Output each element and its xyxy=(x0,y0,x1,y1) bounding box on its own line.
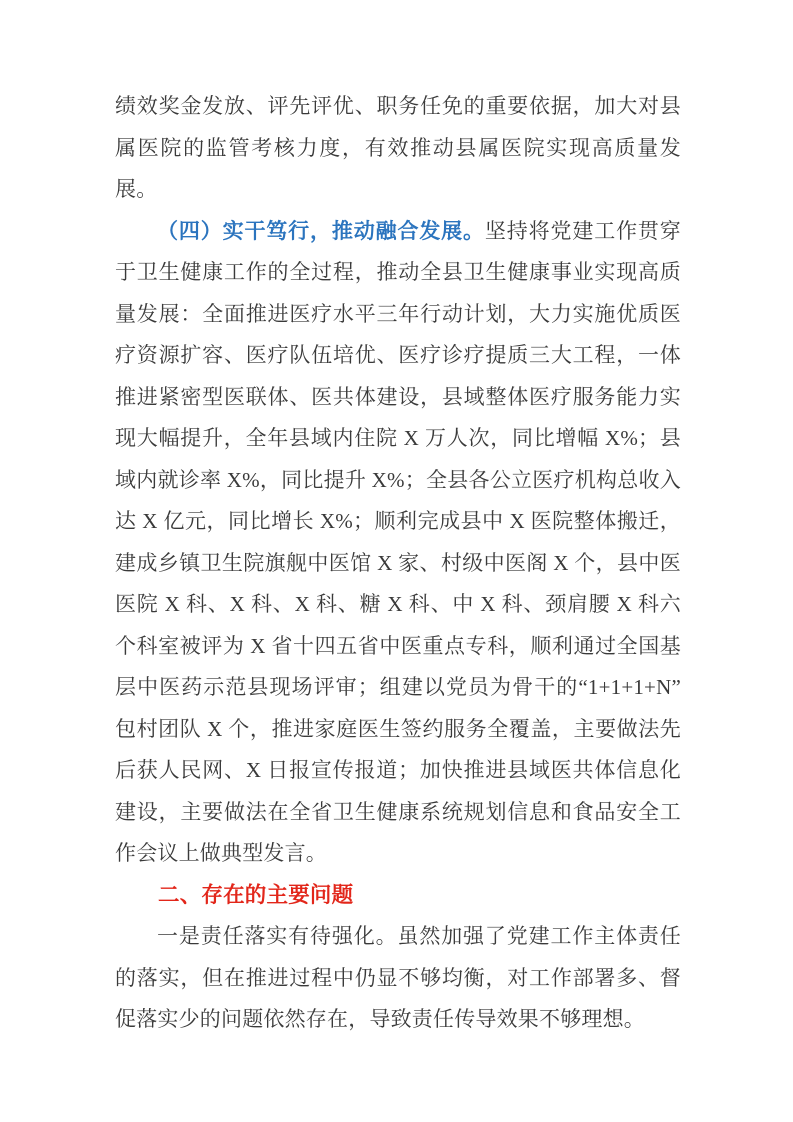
paragraph-section-four xyxy=(115,211,681,875)
blue-subheading: （四）实干笃行，推动融合发展。 xyxy=(157,218,485,243)
paragraph-continuation xyxy=(115,86,681,211)
body-text: 坚持将党建工作贯穿于卫生健康工作的全过程，推动全县卫生健康事业实现高质量发展：全面推进医疗水平三年行动计划，大力实施优质医疗资源扩容、医疗队伍培优、医疗诊疗提质三大工程，一体推进紧密型医联体、医共体建设，县域整体医疗服务能力实现大幅提升，全年县域内住院 X 万人次，同比增幅 X%；县域内就诊率 X%，同比提升 X%；全县各公立医疗机构总收入达 X 亿元，同比增长 X%；顺利完成县中 X 医院整体搬迁，建成乡镇卫生院旗舰中医馆 X 家、村级中医阁 X 个，县中医医院 X 科、X 科、X 科、糖 X 科、中 X 科、颈肩腰 X 科六个科室被评为 X 省十四五省中医重点专科，顺利通过全国基层中医药示范县现场评审；组建以党员为骨干的“1+1+1+N”包村团队 X 个，推进家庭医生签约服务全覆盖，主要做法先后获人民网、X 日报宣传报道；加快推进县域医共体信息化建设，主要做法在全省卫生健康系统规划信息和食品安全工作会议上做典型发言。 xyxy=(115,218,681,865)
paragraph-problem-one xyxy=(115,916,681,1041)
body-text: 虽然加强了党建工作主体责任的落实，但在推进过程中仍显不够均衡，对工作部署多、督促落实少的问题依然存在，导致责任传导效果不够理想。 xyxy=(115,924,681,1031)
problem-lead-text: 一是责任落实有待强化。 xyxy=(157,924,398,948)
body-text: 绩效奖金发放、评先评优、职务任免的重要依据，加大对县属医院的监管考核力度，有效推动县属医院实现高质量发展。 xyxy=(115,94,681,201)
red-section-heading: 二、存在的主要问题 xyxy=(158,882,354,907)
